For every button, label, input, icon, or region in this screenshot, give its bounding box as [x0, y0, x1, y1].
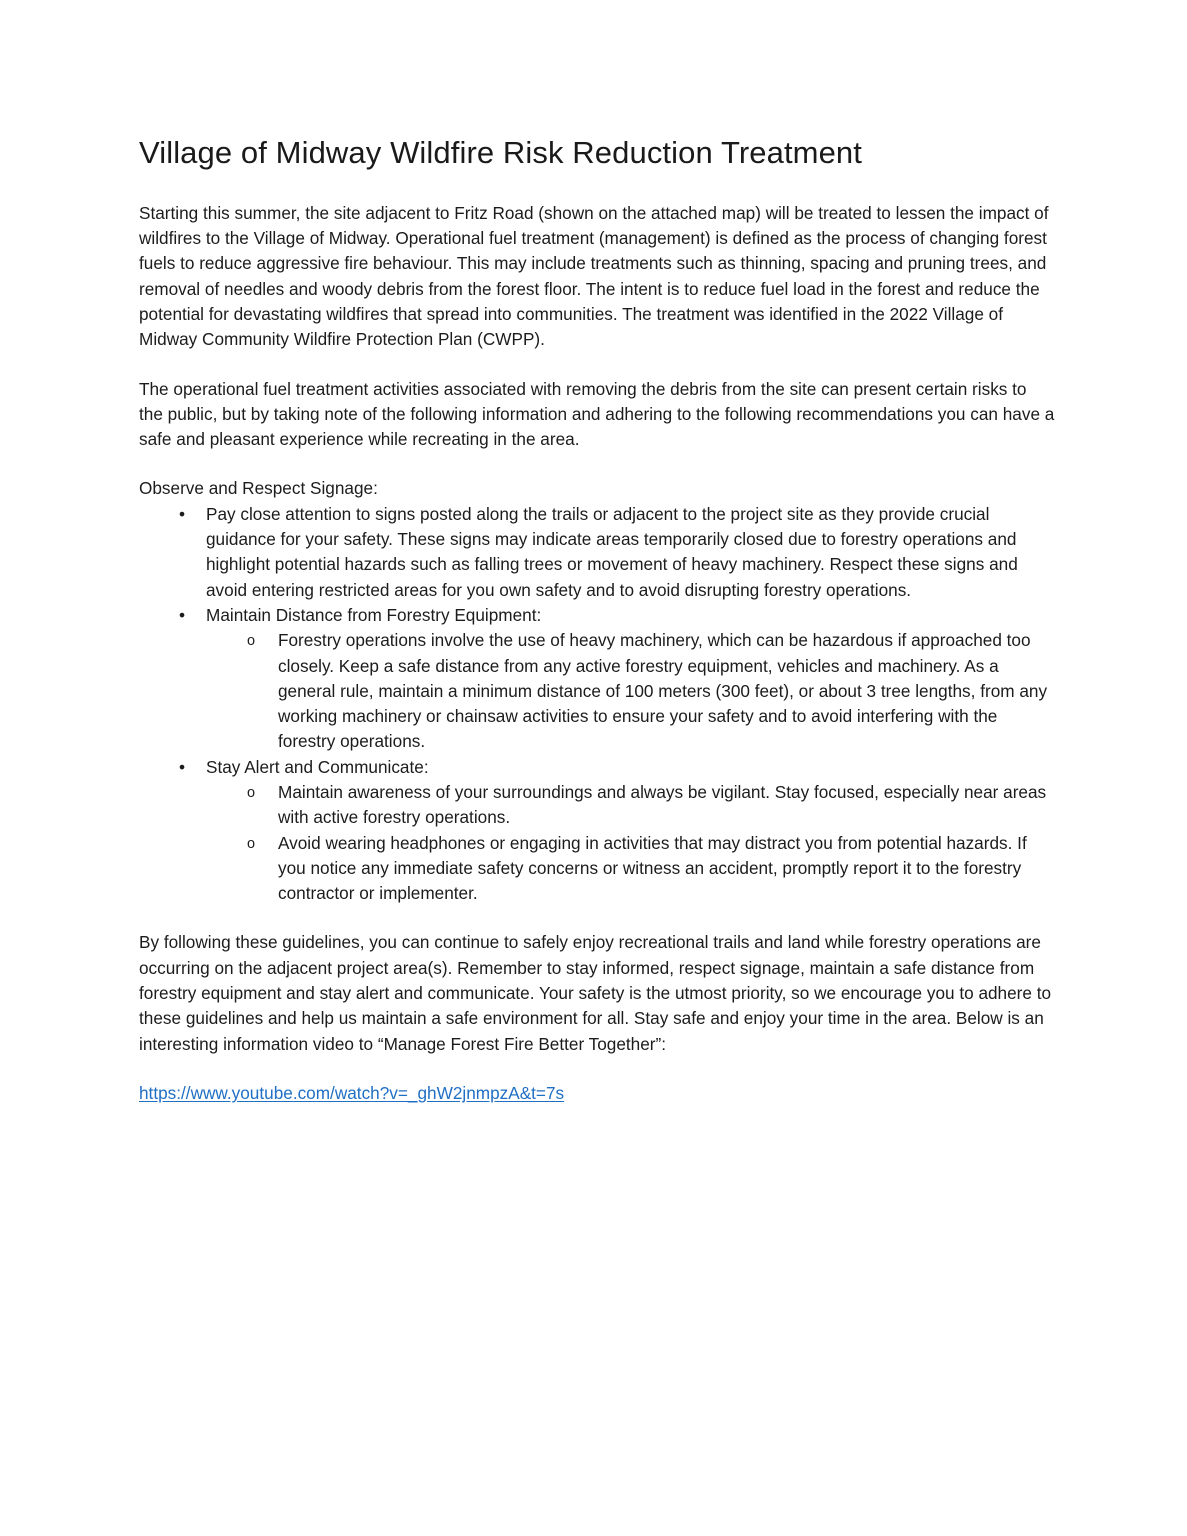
sublist-item	[206, 628, 1055, 754]
intro-paragraph: Starting this summer, the site adjacent to Fritz Road (shown on the attached map) will be treated to lessen the impact of wildfires to the Village of Midway. Operational fuel treatment (management) is defined as the process of changing forest fuels to reduce aggressive fire behaviour. This may include treatments such as thinning, spacing and pruning trees, and removal of needles and woody debris from the forest floor. The intent is to reduce fuel load in the forest and reduce the potential for devastating wildfires that spread into communities. The treatment was identified in the 2022 Village of Midway Community Wildfire Protection Plan (CWPP).	[139, 202, 1049, 350]
list-item	[139, 755, 1055, 907]
list-item-text: Stay Alert and Communicate:	[206, 756, 429, 777]
bullet-disc-icon: •	[179, 503, 186, 524]
sublist-item	[206, 831, 1055, 907]
guidelines-list	[139, 502, 1055, 907]
page-title: Village of Midway Wildfire Risk Reduction Treatment	[139, 135, 862, 170]
sublist-item	[206, 780, 1055, 831]
bullet-circle-icon: o	[247, 784, 256, 801]
risks-paragraph: The operational fuel treatment activities associated with removing the debris from the site can present certain risks to the public, but by taking note of the following information and adhering to the following recommendations you can have a safe and pleasant experience while recreating in the area.	[139, 378, 1055, 450]
video-link-paragraph	[139, 1081, 1055, 1106]
list-item-text: Pay close attention to signs posted along the trails or adjacent to the project site as they provide crucial guidance for your safety. These signs may indicate areas temporarily closed due to forestry operations and highlight potential hazards such as falling trees or movement of heavy machinery. Respect these signs and avoid entering restricted areas for you own safety and to avoid disrupting forestry operations.	[206, 503, 1018, 600]
sublist-item-text: Maintain awareness of your surroundings and always be vigilant. Stay focused, especially near areas with active forestry operations.	[278, 781, 1047, 828]
document-body	[139, 134, 1055, 1106]
list-item	[139, 502, 1055, 603]
bullet-circle-icon: o	[247, 835, 256, 852]
closing-paragraph: By following these guidelines, you can continue to safely enjoy recreational trails and land while forestry operations are occurring on the adjacent project area(s). Remember to stay informed, respect signage, maintain a safe distance from forestry equipment and stay alert and communicate. Your safety is the utmost priority, so we encourage you to adhere to these guidelines and help us maintain a safe environment for all. Stay safe and enjoy your time in the area. Below is an interesting information video to “Manage Forest Fire Better Together”:	[139, 932, 1052, 1054]
sublist-item-text: Avoid wearing headphones or engaging in activities that may distract you from potential hazards. If you notice any immediate safety concerns or witness an accident, promptly report it to the forestry contractor or implementer.	[278, 832, 1027, 904]
bullet-disc-icon: •	[179, 756, 186, 777]
signage-section	[139, 476, 1055, 906]
bullet-disc-icon: •	[179, 604, 186, 625]
sublist	[206, 628, 1055, 754]
bullet-circle-icon: o	[247, 633, 256, 650]
sublist-item-text: Forestry operations involve the use of heavy machinery, which can be hazardous if approached too closely. Keep a safe distance from any active forestry equipment, vehicles and machinery. As a general rule, maintain a minimum distance of 100 meters (300 feet), or about 3 tree lengths, from any working machinery or chainsaw activities to ensure your safety and to avoid interfering with the forestry operations.	[278, 630, 1048, 752]
list-item-text: Maintain Distance from Forestry Equipment:	[206, 604, 542, 625]
sublist	[206, 780, 1055, 906]
youtube-video-link[interactable]: https://www.youtube.com/watch?v=_ghW2jnmpzA&t=7s	[139, 1082, 565, 1103]
list-item	[139, 603, 1055, 755]
section-heading-observe-signage: Observe and Respect Signage:	[139, 478, 378, 499]
